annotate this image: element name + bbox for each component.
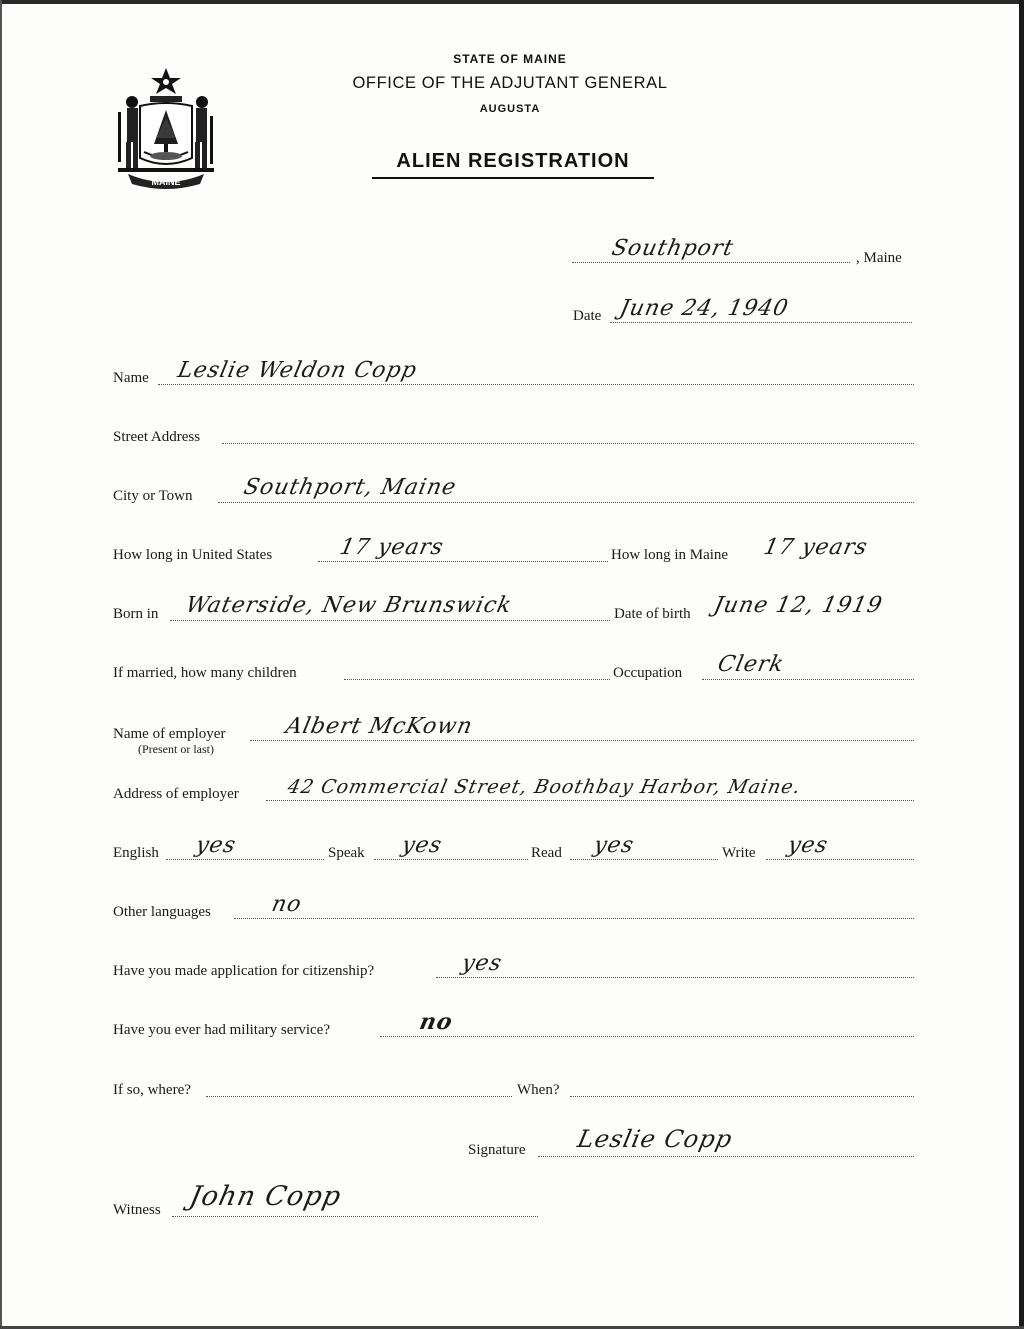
witness-value: John Copp [186,1181,345,1212]
city-label: City or Town [113,488,193,504]
write-value: yes [785,833,831,858]
read-value: yes [591,833,637,858]
citizenship-value: yes [459,951,505,976]
where-dots [206,1096,512,1097]
witness-label: Witness [113,1202,161,1218]
witness-dots [172,1216,538,1217]
employer-address-value: 42 Commercial Street, Boothbay Harbor, Maine. [285,776,804,798]
where-label: If so, where? [113,1082,191,1098]
scan-edge-left [0,0,2,1329]
employer-address-label: Address of employer [113,786,239,802]
military-dots [380,1036,914,1037]
name-label: Name [113,370,149,386]
date-dots [610,322,912,323]
read-dots [570,859,718,860]
when-label: When? [517,1082,560,1098]
street-label: Street Address [113,429,201,445]
military-value: no [417,1009,456,1035]
write-label: Write [722,845,756,861]
name-value: Leslie Weldon Copp [175,358,420,383]
other-languages-label: Other languages [113,904,211,920]
town-value: Southport [609,236,736,261]
town-dots [572,262,850,263]
employer-address-dots [266,800,914,801]
signature-value: Leslie Copp [575,1125,736,1153]
speak-dots [374,859,528,860]
employer-label: Name of employer [113,726,226,742]
signature-dots [538,1156,914,1157]
occupation-label: Occupation [613,665,683,681]
occupation-value: Clerk [715,652,787,677]
long-us-value: 17 years [337,535,447,560]
header-city: AUGUSTA [479,103,541,115]
street-dots [222,443,914,444]
employer-sublabel: (Present or last) [138,742,214,756]
speak-value: yes [399,833,445,858]
seal-text: MAINE [151,177,181,187]
english-dots [166,859,324,860]
long-us-dots [318,561,608,562]
write-dots [766,859,914,860]
military-label: Have you ever had military service? [113,1022,330,1038]
long-us-label: How long in United States [113,547,273,563]
town-suffix: , Maine [856,250,902,266]
city-dots [218,502,914,503]
born-label: Born in [113,606,159,622]
scan-edge-top [0,0,1024,4]
form-title: ALIEN REGISTRATION [372,150,654,179]
signature-label: Signature [468,1142,526,1158]
header-office: OFFICE OF THE ADJUTANT GENERAL [352,74,668,92]
city-value: Southport, Maine [241,475,459,500]
date-label: Date [573,308,602,324]
dob-value: June 12, 1919 [711,593,885,618]
citizenship-dots [436,977,914,978]
citizenship-label: Have you made application for citizenship? [113,963,375,979]
other-languages-value: no [269,892,305,917]
maine-state-seal-icon [110,66,222,190]
scan-edge-right [1019,0,1024,1329]
long-maine-value: 17 years [761,535,871,560]
other-languages-dots [234,918,914,919]
born-dots [170,620,610,621]
read-label: Read [531,845,562,861]
when-dots [570,1096,914,1097]
occupation-dots [702,679,914,680]
employer-dots [250,740,914,741]
name-dots [158,384,914,385]
employer-value: Albert McKown [283,714,476,739]
speak-label: Speak [328,845,365,861]
header-state: STATE OF MAINE [453,52,567,66]
long-maine-label: How long in Maine [611,547,729,563]
date-value: June 24, 1940 [617,296,791,321]
born-value: Waterside, New Brunswick [183,593,515,618]
children-dots [344,679,610,680]
english-label: English [113,845,159,861]
children-label: If married, how many children [113,665,297,681]
dob-label: Date of birth [614,606,691,622]
english-value: yes [193,833,239,858]
